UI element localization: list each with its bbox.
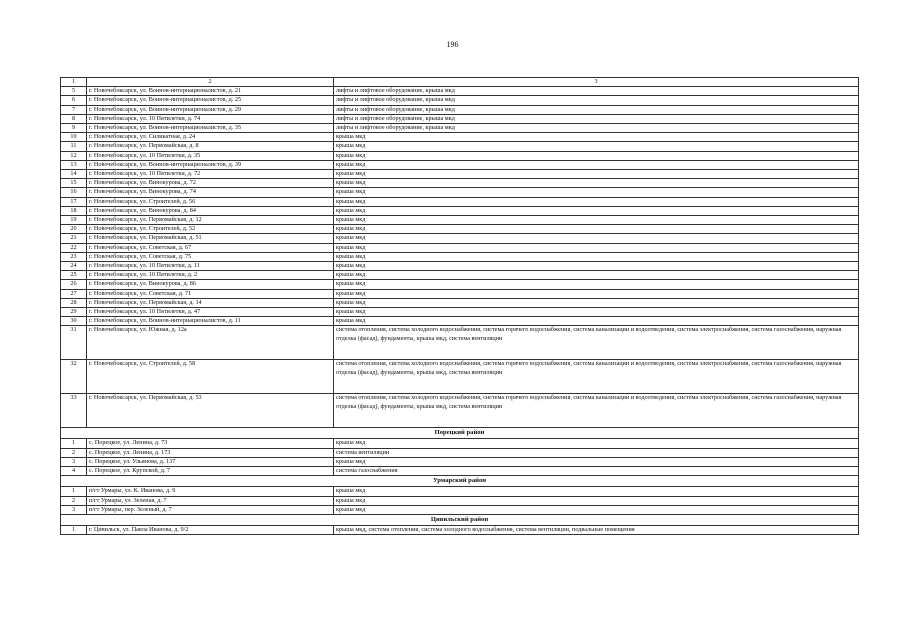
- table-row: [61, 243, 859, 252]
- row-address: г. Новочебоксарск, ул. Воинов-интернационалистов, д. 11: [87, 317, 334, 326]
- row-works: крыша мкд: [334, 487, 859, 496]
- table-row: [61, 308, 859, 317]
- table-row: [61, 467, 859, 476]
- row-number: 3: [61, 457, 87, 466]
- row-works: система отопления, система холодного водоснабжения, система горячего водоснабжения, система канализации и водоотведения, система электроснабжения, система газоснабжения, наружная отделка (фасад), фундаменты, крыша мкд, система вентиляции: [334, 394, 859, 428]
- row-works: крыша мкд: [334, 225, 859, 234]
- row-address: с. Порецкое, ул. Крупской, д. 7: [87, 467, 334, 476]
- row-number: 12: [61, 151, 87, 160]
- table-row: [61, 457, 859, 466]
- row-address: г. Новочебоксарск, ул. Первомайская, д. 51: [87, 234, 334, 243]
- row-number: 5: [61, 87, 87, 96]
- row-works: крыша мкд: [334, 160, 859, 169]
- section-row: [61, 428, 859, 439]
- page-number: 196: [446, 40, 459, 49]
- row-address: г. Новочебоксарск, ул. Первомайская, д. 8: [87, 142, 334, 151]
- table-row: [61, 206, 859, 215]
- row-address: г. Новочебоксарск, ул. Воинов-интернационалистов, д. 39: [87, 160, 334, 169]
- row-works: система газоснабжения: [334, 467, 859, 476]
- header-cell-works: 3: [334, 78, 859, 87]
- table-row: [61, 87, 859, 96]
- row-number: 2: [61, 448, 87, 457]
- row-number: 11: [61, 142, 87, 151]
- row-number: 25: [61, 271, 87, 280]
- row-number: 19: [61, 216, 87, 225]
- row-number: 32: [61, 360, 87, 394]
- table-row: [61, 487, 859, 496]
- row-number: 9: [61, 124, 87, 133]
- table-row: [61, 170, 859, 179]
- row-address: г. Новочебоксарск, ул. Южная, д. 12а: [87, 326, 334, 360]
- row-works: система отопления, система холодного водоснабжения, система горячего водоснабжения, система канализации и водоотведения, система электроснабжения, система газоснабжения, наружная отделка (фасад), фундаменты, крыша мкд, система вентиляции: [334, 360, 859, 394]
- row-number: 18: [61, 206, 87, 215]
- row-number: 7: [61, 105, 87, 114]
- row-number: 3: [61, 505, 87, 514]
- table-row: [61, 394, 859, 428]
- row-works: крыша мкд: [334, 298, 859, 307]
- row-number: 24: [61, 262, 87, 271]
- row-number: 33: [61, 394, 87, 428]
- row-address: г. Новочебоксарск, ул. Строителей, д. 52: [87, 225, 334, 234]
- table-row: [61, 197, 859, 206]
- row-address: г. Новочебоксарск, ул. Советская, д. 71: [87, 289, 334, 298]
- row-works: крыша мкд: [334, 262, 859, 271]
- table-row: [61, 225, 859, 234]
- table-row: [61, 289, 859, 298]
- repair-schedule-table: [60, 77, 859, 535]
- header-cell-number: 1: [61, 78, 87, 87]
- row-works: крыша мкд: [334, 197, 859, 206]
- row-address: г. Новочебоксарск, ул. Воинов-интернационалистов, д. 21: [87, 87, 334, 96]
- row-works: крыша мкд: [334, 308, 859, 317]
- row-works: крыша мкд: [334, 505, 859, 514]
- row-address: п/гт Урмары, пер. Зеленый, д. 7: [87, 505, 334, 514]
- table-row: [61, 496, 859, 505]
- row-works: крыша мкд: [334, 188, 859, 197]
- row-works: крыша мкд: [334, 496, 859, 505]
- table-row: [61, 262, 859, 271]
- row-address: с. Порецкое, ул. Ульянова, д. 137: [87, 457, 334, 466]
- row-address: г. Новочебоксарск, ул. Винокурова, д. 72: [87, 179, 334, 188]
- table-header-row: [61, 78, 859, 87]
- header-cell-address: 2: [87, 78, 334, 87]
- row-address: г. Новочебоксарск, ул. Первомайская, д. 14: [87, 298, 334, 307]
- row-works: крыша мкд: [334, 234, 859, 243]
- table-row: [61, 439, 859, 448]
- table-row: [61, 133, 859, 142]
- table-row: [61, 160, 859, 169]
- row-works: лифты и лифтовое оборудование, крыша мкд: [334, 114, 859, 123]
- row-number: 28: [61, 298, 87, 307]
- section-title: Порецкий район: [61, 428, 859, 439]
- section-title: Урмарский район: [61, 476, 859, 487]
- table-row: [61, 96, 859, 105]
- row-works: крыша мкд: [334, 439, 859, 448]
- row-number: 22: [61, 243, 87, 252]
- table-row: [61, 252, 859, 261]
- row-address: г. Новочебоксарск, ул. 10 Пятилетки, д. 35: [87, 151, 334, 160]
- row-number: 1: [61, 439, 87, 448]
- table-row: [61, 234, 859, 243]
- row-address: г. Новочебоксарск, ул. Воинов-интернационалистов, д. 35: [87, 124, 334, 133]
- table-row: [61, 317, 859, 326]
- table-row: [61, 216, 859, 225]
- table-row: [61, 114, 859, 123]
- table-row: [61, 271, 859, 280]
- row-address: с. Порецкое, ул. Ленина, д. 73: [87, 439, 334, 448]
- row-works: лифты и лифтовое оборудование, крыша мкд: [334, 105, 859, 114]
- table-row: [61, 525, 859, 534]
- row-number: 1: [61, 487, 87, 496]
- table-row: [61, 298, 859, 307]
- row-number: 16: [61, 188, 87, 197]
- row-number: 15: [61, 179, 87, 188]
- row-address: г. Новочебоксарск, ул. Строителей, д. 56: [87, 197, 334, 206]
- row-number: 30: [61, 317, 87, 326]
- row-number: 1: [61, 525, 87, 534]
- row-address: г. Новочебоксарск, ул. 10 Пятилетки, д. 72: [87, 170, 334, 179]
- row-address: г. Новочебоксарск, ул. Воинов-интернационалистов, д. 29: [87, 105, 334, 114]
- row-address: г. Новочебоксарск, ул. 10 Пятилетки, д. 11: [87, 262, 334, 271]
- row-number: 23: [61, 252, 87, 261]
- table-row: [61, 505, 859, 514]
- row-address: г. Новочебоксарск, ул. Воинов-интернационалистов, д. 25: [87, 96, 334, 105]
- row-works: крыша мкд: [334, 457, 859, 466]
- row-number: 31: [61, 326, 87, 360]
- row-address: г. Новочебоксарск, ул. 10 Пятилетки, д. 74: [87, 114, 334, 123]
- row-address: г. Новочебоксарск, ул. Винокурова, д. 84: [87, 206, 334, 215]
- row-number: 8: [61, 114, 87, 123]
- section-row: [61, 476, 859, 487]
- row-address: г. Новочебоксарск, ул. 10 Пятилетки, д. 2: [87, 271, 334, 280]
- row-works: крыша мкд, система отопления, система холодного водоснабжения, система вентиляции, подвальные помещения: [334, 525, 859, 534]
- row-address: г. Новочебоксарск, ул. Строителей, д. 58: [87, 360, 334, 394]
- table-row: [61, 188, 859, 197]
- row-works: крыша мкд: [334, 243, 859, 252]
- row-number: 2: [61, 496, 87, 505]
- table-row: [61, 326, 859, 360]
- row-number: 6: [61, 96, 87, 105]
- table-row: [61, 105, 859, 114]
- section-row: [61, 514, 859, 525]
- row-number: 14: [61, 170, 87, 179]
- row-works: лифты и лифтовое оборудование, крыша мкд: [334, 96, 859, 105]
- row-number: 4: [61, 467, 87, 476]
- table-row: [61, 124, 859, 133]
- section-title: Цивильский район: [61, 514, 859, 525]
- row-works: крыша мкд: [334, 179, 859, 188]
- row-address: г. Новочебоксарск, ул. 10 Пятилетки, д. 47: [87, 308, 334, 317]
- row-number: 26: [61, 280, 87, 289]
- row-works: лифты и лифтовое оборудование, крыша мкд: [334, 87, 859, 96]
- row-address: г. Новочебоксарск, ул. Винокурова, д. 86: [87, 280, 334, 289]
- row-number: 20: [61, 225, 87, 234]
- table-body: [61, 78, 859, 535]
- row-address: г. Цивильск, ул. Павла Иванова, д. 9/2: [87, 525, 334, 534]
- row-works: крыша мкд: [334, 252, 859, 261]
- row-address: п/гт Урмары, ул. Зеленая, д. 7: [87, 496, 334, 505]
- table-row: [61, 151, 859, 160]
- row-works: лифты и лифтовое оборудование, крыша мкд: [334, 124, 859, 133]
- row-works: крыша мкд: [334, 289, 859, 298]
- table-row: [61, 280, 859, 289]
- row-works: система вентиляции: [334, 448, 859, 457]
- row-address: г. Новочебоксарск, ул. Советская, д. 67: [87, 243, 334, 252]
- row-number: 13: [61, 160, 87, 169]
- table-row: [61, 142, 859, 151]
- row-works: крыша мкд: [334, 206, 859, 215]
- row-address: г. Новочебоксарск, ул. Советская, д. 75: [87, 252, 334, 261]
- row-number: 17: [61, 197, 87, 206]
- row-works: крыша мкд: [334, 271, 859, 280]
- row-works: крыша мкд: [334, 170, 859, 179]
- row-works: крыша мкд: [334, 133, 859, 142]
- row-number: 29: [61, 308, 87, 317]
- table-row: [61, 448, 859, 457]
- row-works: крыша мкд: [334, 317, 859, 326]
- row-works: система отопления, система холодного водоснабжения, система горячего водоснабжения, система канализации и водоотведения, система электроснабжения, система газоснабжения, наружная отделка (фасад), фундаменты, крыша мкд, система вентиляции: [334, 326, 859, 360]
- row-number: 21: [61, 234, 87, 243]
- row-number: 10: [61, 133, 87, 142]
- table-row: [61, 179, 859, 188]
- row-number: 27: [61, 289, 87, 298]
- row-works: крыша мкд: [334, 142, 859, 151]
- row-address: с. Порецкое, ул. Ленина, д. 173: [87, 448, 334, 457]
- table-row: [61, 360, 859, 394]
- row-address: г. Новочебоксарск, ул. Первомайская, д. 53: [87, 394, 334, 428]
- row-address: г. Новочебоксарск, ул. Винокурова, д. 74: [87, 188, 334, 197]
- row-works: крыша мкд: [334, 216, 859, 225]
- row-works: крыша мкд: [334, 151, 859, 160]
- row-address: п/гт Урмары, ул. К. Иванова, д. 9: [87, 487, 334, 496]
- row-address: г. Новочебоксарск, ул. Первомайская, д. 12: [87, 216, 334, 225]
- row-works: крыша мкд: [334, 280, 859, 289]
- row-address: г. Новочебоксарск, ул. Силикатная, д. 24: [87, 133, 334, 142]
